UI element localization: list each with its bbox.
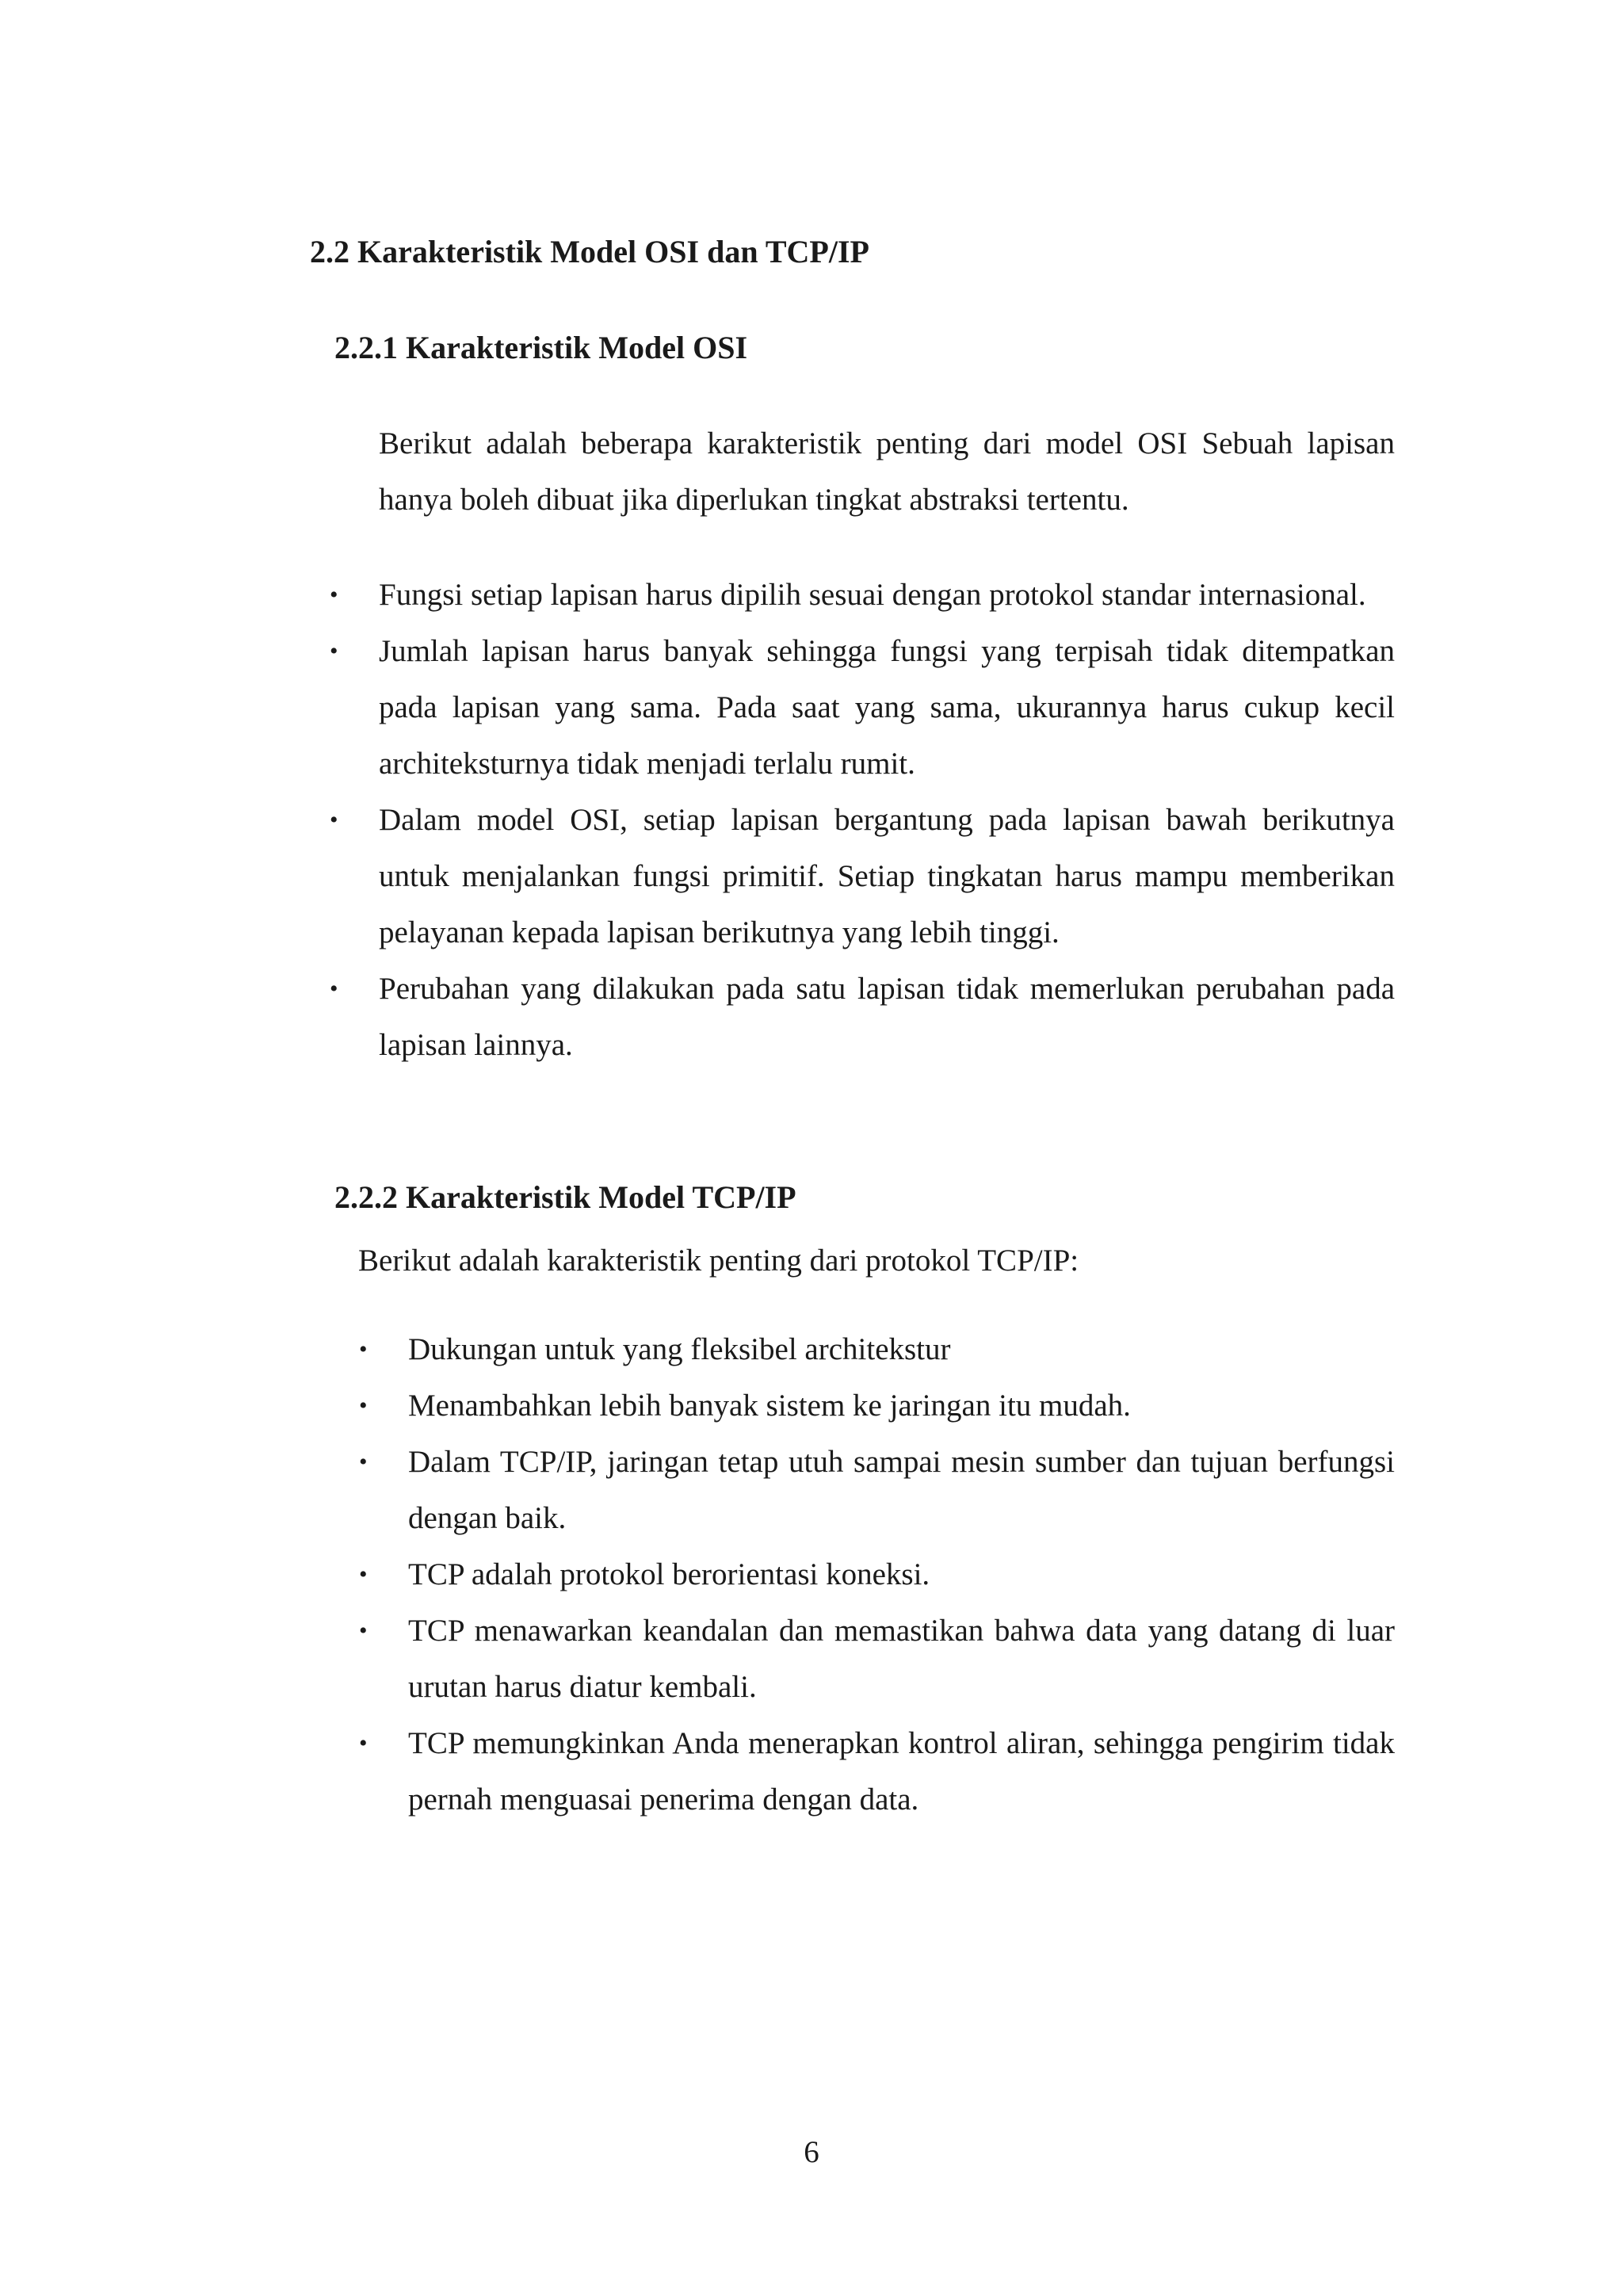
list-item-text: Fungsi setiap lapisan harus dipilih sesuai dengan protokol standar internasional. bbox=[379, 578, 1366, 612]
osi-bullet-list bbox=[330, 567, 1395, 1073]
list-item bbox=[359, 1715, 1395, 1828]
bullet-icon: • bbox=[330, 976, 338, 1002]
list-item-text: Perubahan yang dilakukan pada satu lapisan tidak memerlukan perubahan pada lapisan lainnya. bbox=[379, 972, 1395, 1062]
list-item-text: TCP memungkinkan Anda menerapkan kontrol aliran, sehingga pengirim tidak pernah menguasai penerima dengan data. bbox=[408, 1726, 1395, 1817]
list-item-text: TCP adalah protokol berorientasi koneksi. bbox=[408, 1557, 930, 1591]
list-item bbox=[330, 961, 1395, 1073]
list-item bbox=[359, 1603, 1395, 1715]
bullet-icon: • bbox=[359, 1449, 368, 1475]
bullet-icon: • bbox=[330, 582, 338, 608]
list-item-text: Dukungan untuk yang fleksibel architekstur bbox=[408, 1332, 951, 1366]
list-item bbox=[330, 623, 1395, 792]
tcp-heading: 2.2.2 Karakteristik Model TCP/IP bbox=[334, 1179, 796, 1215]
list-item bbox=[359, 1546, 1395, 1603]
list-item bbox=[330, 792, 1395, 961]
list-item-text: Dalam model OSI, setiap lapisan bergantung pada lapisan bawah berikutnya untuk menjalankan fungsi primitif. Setiap tingkatan harus mampu memberikan pelayanan kepada lapisan berikutnya yang lebih tinggi. bbox=[379, 803, 1395, 949]
bullet-icon: • bbox=[359, 1561, 368, 1587]
list-item-text: TCP menawarkan keandalan dan memastikan bahwa data yang datang di luar urutan harus diatur kembali. bbox=[408, 1614, 1395, 1704]
tcp-bullet-list bbox=[359, 1321, 1395, 1828]
bullet-icon: • bbox=[359, 1392, 368, 1419]
section-title: 2.2 Karakteristik Model OSI dan TCP/IP bbox=[310, 234, 869, 269]
list-item bbox=[359, 1377, 1395, 1434]
list-item bbox=[359, 1434, 1395, 1546]
list-item bbox=[330, 567, 1395, 623]
bullet-icon: • bbox=[359, 1618, 368, 1644]
bullet-icon: • bbox=[359, 1730, 368, 1756]
list-item-text: Jumlah lapisan harus banyak sehingga fungsi yang terpisah tidak ditempatkan pada lapisan yang sama. Pada saat yang sama, ukurannya harus cukup kecil architeksturnya tidak menjadi terlalu rumit. bbox=[379, 634, 1395, 781]
tcp-intro-paragraph: Berikut adalah karakteristik penting dari protokol TCP/IP: bbox=[358, 1244, 1079, 1278]
bullet-icon: • bbox=[330, 807, 338, 833]
page-number: 6 bbox=[804, 2135, 819, 2169]
list-item-text: Menambahkan lebih banyak sistem ke jaringan itu mudah. bbox=[408, 1389, 1131, 1423]
osi-intro-paragraph: Berikut adalah beberapa karakteristik penting dari model OSI Sebuah lapisan hanya boleh dibuat jika diperlukan tingkat abstraksi tertentu. bbox=[379, 426, 1395, 517]
osi-heading: 2.2.1 Karakteristik Model OSI bbox=[334, 330, 748, 365]
list-item bbox=[359, 1321, 1395, 1377]
bullet-icon: • bbox=[359, 1336, 368, 1362]
bullet-icon: • bbox=[330, 638, 338, 664]
list-item-text: Dalam TCP/IP, jaringan tetap utuh sampai mesin sumber dan tujuan berfungsi dengan baik. bbox=[408, 1445, 1395, 1535]
